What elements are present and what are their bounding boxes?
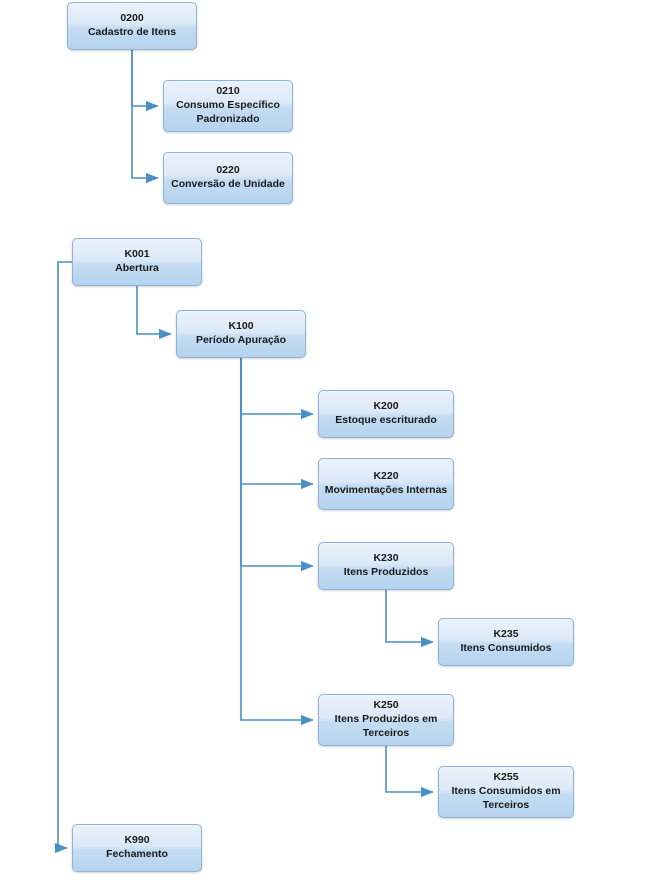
node-K990[interactable] bbox=[72, 824, 202, 872]
node-0200[interactable] bbox=[67, 2, 197, 50]
node-code: 0210 bbox=[216, 85, 240, 98]
node-code: K200 bbox=[373, 400, 399, 413]
edge-K001-K990 bbox=[58, 262, 72, 848]
node-K001[interactable] bbox=[72, 238, 202, 286]
edge-0200-0220 bbox=[132, 50, 158, 178]
node-K220[interactable] bbox=[318, 458, 454, 510]
node-code: K255 bbox=[493, 771, 519, 784]
node-code: K230 bbox=[373, 552, 399, 565]
node-label: Fechamento bbox=[106, 848, 168, 860]
node-label: Consumo Específico Padronizado bbox=[176, 99, 280, 125]
node-label: Estoque escriturado bbox=[335, 414, 437, 426]
node-label: Abertura bbox=[115, 262, 159, 274]
node-code: K235 bbox=[493, 628, 519, 641]
node-K230[interactable] bbox=[318, 542, 454, 590]
edge-K100-K220 bbox=[241, 358, 313, 484]
node-K235[interactable] bbox=[438, 618, 574, 666]
node-label: Conversão de Unidade bbox=[171, 178, 285, 190]
node-code: K250 bbox=[373, 699, 399, 712]
node-K250[interactable] bbox=[318, 694, 454, 746]
node-K100[interactable] bbox=[176, 310, 306, 358]
edge-K100-K230 bbox=[241, 358, 313, 566]
node-code: 0220 bbox=[216, 164, 240, 177]
node-label: Itens Produzidos em Terceiros bbox=[334, 713, 438, 739]
node-0210[interactable] bbox=[163, 80, 293, 132]
node-code: K001 bbox=[124, 248, 150, 261]
node-0220[interactable] bbox=[163, 152, 293, 204]
edge-K250-K255 bbox=[386, 746, 433, 792]
edge-K100-K200 bbox=[241, 358, 313, 414]
node-label: Itens Consumidos em Terceiros bbox=[451, 785, 561, 811]
edge-0200-0210 bbox=[132, 50, 158, 106]
edge-K230-K235 bbox=[386, 590, 433, 642]
node-K200[interactable] bbox=[318, 390, 454, 438]
edge-K100-K250 bbox=[241, 358, 313, 720]
node-code: K990 bbox=[124, 834, 150, 847]
node-label: Período Apuração bbox=[195, 334, 287, 346]
node-label: Cadastro de Itens bbox=[87, 26, 177, 38]
node-code: K100 bbox=[228, 320, 254, 333]
node-label: Movimentações Internas bbox=[324, 484, 448, 496]
node-code: 0200 bbox=[120, 12, 144, 25]
node-label: Itens Consumidos bbox=[460, 642, 552, 654]
node-K255[interactable] bbox=[438, 766, 574, 818]
node-label: Itens Produzidos bbox=[343, 566, 429, 578]
node-code: K220 bbox=[373, 470, 399, 483]
edge-K001-K100 bbox=[137, 286, 171, 334]
